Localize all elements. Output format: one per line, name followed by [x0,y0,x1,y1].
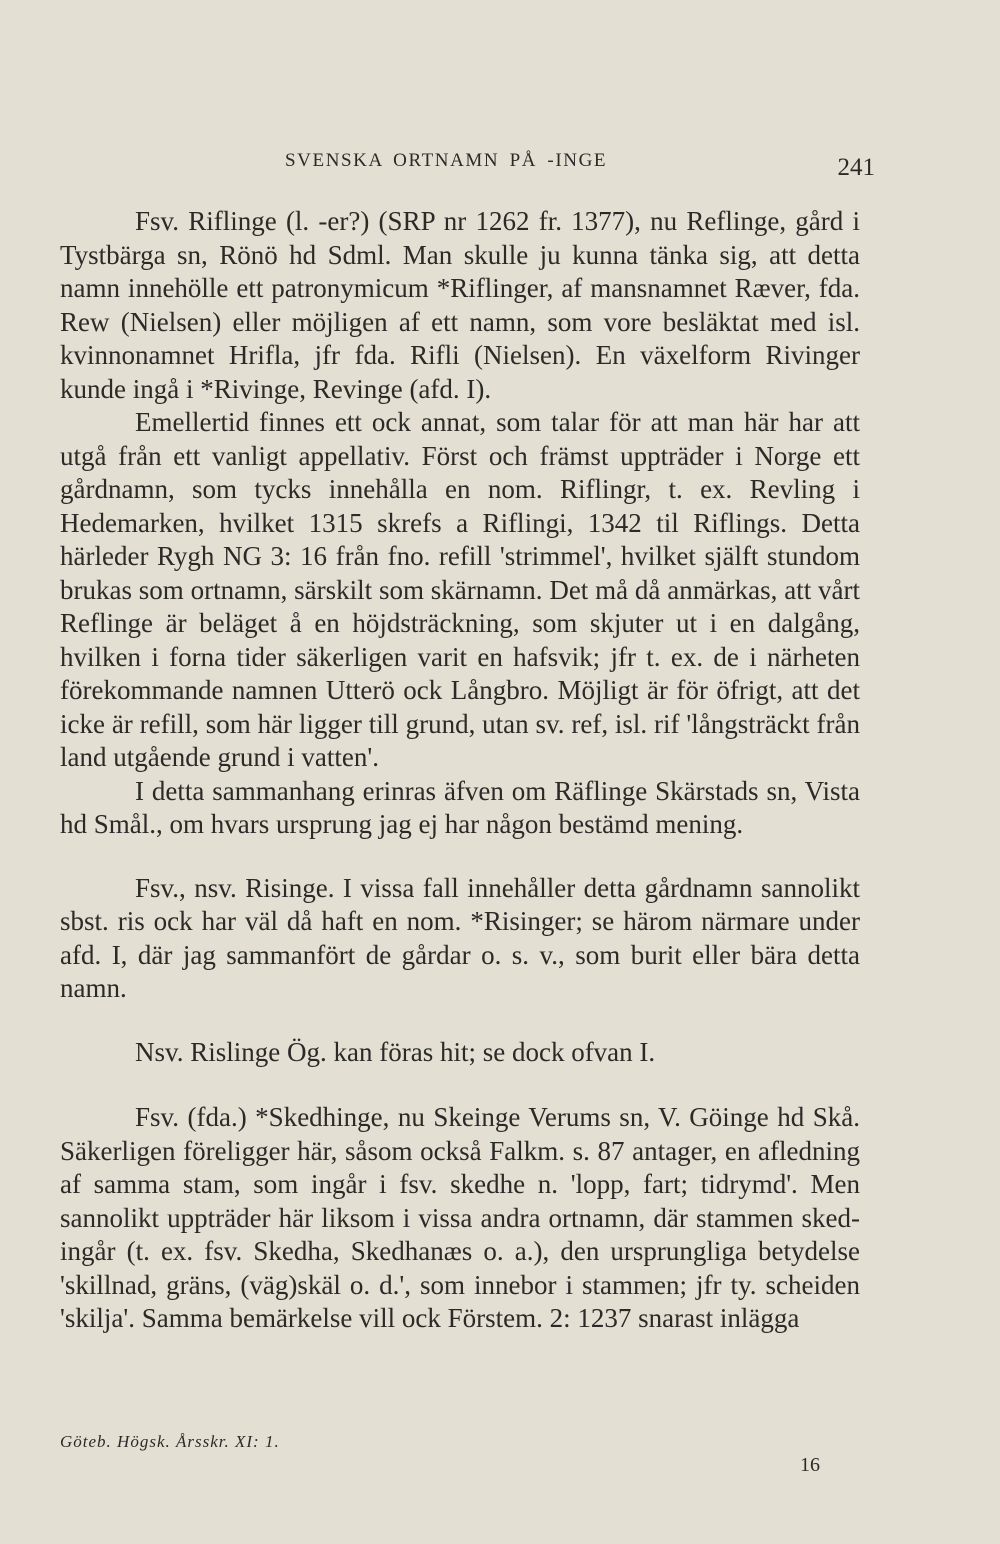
page-number: 241 [837,154,875,181]
paragraph-emellertid: Emellertid finnes ett ock annat, som talar för att man här har att utgå från ett vanligt appellativ. Först och främst uppträder i Norge ett gårdnamn, som tycks innehålla en nom. Riflingr, t. ex. Revling i Hedemarken, hvilket 1315 skrefs a Riflingi, 1342 til Riflings. Detta härleder Rygh NG 3: 16 från fno. refill 'strimmel', hvilket själft stundom brukas som ortnamn, särskilt som skärnamn. Det må då anmärkas, att vårt Reflinge är beläget å en höjdsträckning, som skjuter ut i en dalgång, hvilken i forna tider säkerligen varit en hafsvik; jfr t. ex. de i närheten förekommande namnen Utterö ock Långbro. Möjligt är för öfrigt, att det icke är refill, som här ligger till grund, utan sv. ref, isl. rif 'långsträckt från land utgående grund i vatten'. [60,407,860,772]
sheet-mark: 16 [800,1454,820,1476]
signature-line: Göteb. Högsk. Årsskr. XI: 1. [60,1432,280,1451]
body-text [60,205,860,1336]
paragraph-rislinge: Nsv. Rislinge Ög. kan föras hit; se dock ofvan I. [135,1036,656,1067]
paragraph-raflinge: I detta sammanhang erinras äfven om Räflinge Skärstads sn, Vista hd Smål., om hvars ursprung jag ej har någon bestämd mening. [60,775,860,839]
page-footer [60,1432,820,1476]
running-title: SVENSKA ORTNAMN PÅ -INGE [285,150,608,171]
paragraph-risinge: Fsv., nsv. Risinge. I vissa fall innehåller detta gårdnamn sannolikt sbst. ris ock har väl då haft en nom. *Risinger; se härom närmare under afd. I, där jag sammanfört de gårdar o. s. v., som burit eller bära detta namn. [60,872,860,1003]
page-header [285,150,875,190]
paragraph-skedhinge: Fsv. (fda.) *Skedhinge, nu Skeinge Verums sn, V. Göinge hd Skå. Säkerligen föreligger här, såsom också Falkm. s. 87 antager, en afledning af samma stam, som ingår i fsv. skedhe n. 'lopp, fart; tidrymd'. Men sannolikt uppträder här liksom i vissa andra ortnamn, där stammen sked- ingår (t. ex. fsv. Skedha, Skedhanæs o. a.), den ursprungliga betydelse 'skillnad, gräns, (väg)skäl o. d.', som innebor i stammen; jfr ty. scheiden 'skilja'. Samma bemärkelse vill ock Förstem. 2: 1237 snarast inlägga [60,1102,860,1333]
paragraph-riflinge: Fsv. Riflinge (l. -er?) (SRP nr 1262 fr. 1377), nu Reflinge, gård i Tystbärga sn, Rönö hd Sdml. Man skulle ju kunna tänka sig, att detta namn innehölle ett patronymicum *Riflinger, af mansnamnet Ræver, fda. Rew (Nielsen) eller möjligen af ett namn, som vore besläktat med isl. kvinnonamnet Hrifla, jfr fda. Rifli (Nielsen). En växelform Rivinger kunde ingå i *Rivinge, Revinge (afd. I). [60,206,860,404]
